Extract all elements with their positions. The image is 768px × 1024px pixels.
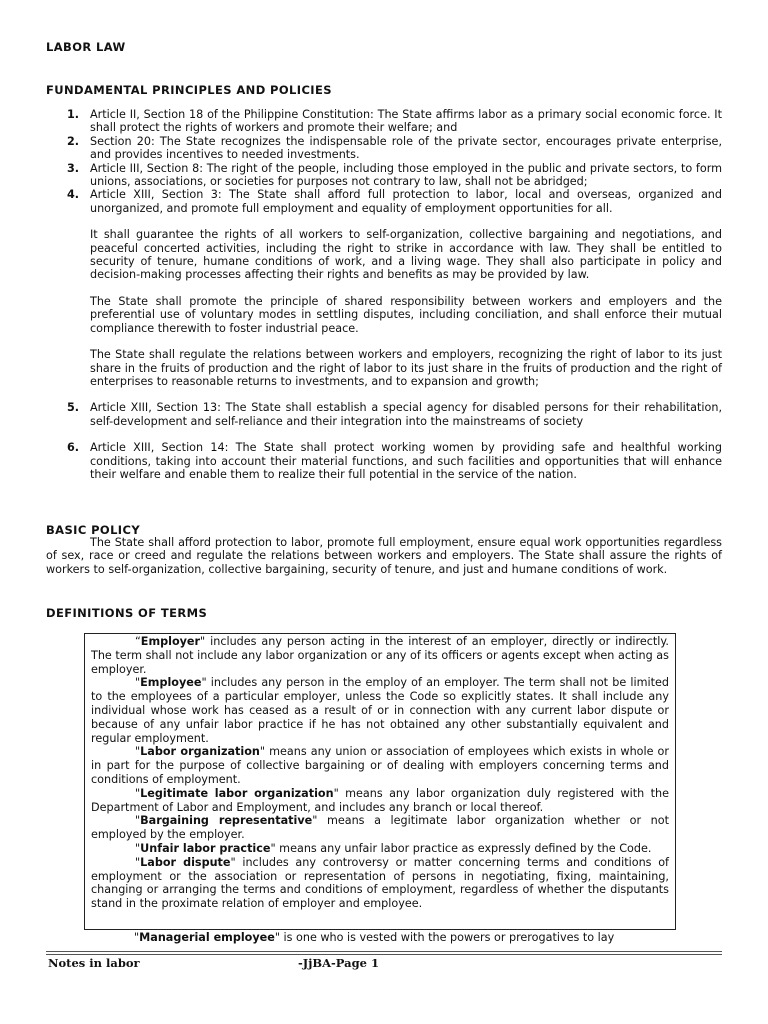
paragraph-text: The State shall promote the principle of shared responsibility between workers and employers and the preferential use of voluntary modes in settling disputes, including conciliation, and shall enforce their mutual compliance therewith to foster industrial peace.: [90, 294, 722, 335]
definition-item: "Labor organization" means any union or association of employees which exists in whole or in part for the purpose of collective bargaining or of dealing with employers concerning terms and conditions of employment.: [91, 745, 669, 786]
definition-text: includes any person acting in the interest of an employer, directly or indirectly. The term shall not include any labor organization or any of its officers or agents except when acting as employer.: [91, 635, 669, 676]
definition-text: means a legitimate labor organization whether or not employed by the employer.: [91, 814, 669, 842]
definition-text: includes any controversy or matter concerning terms and conditions of employment or the association or representation of persons in negotiating, fixing, maintaining, changing or arranging the terms and conditions of employment, regardless of whether the disputants stand in the proximate relation of employer and employee.: [91, 855, 669, 911]
paragraph: [46, 295, 722, 335]
paragraph: [46, 348, 722, 388]
list-item: [46, 108, 722, 135]
definition-item: "Legitimate labor organization" means any labor organization duly registered with the Department of Labor and Employment, and includes any branch or local thereof.: [91, 786, 669, 814]
footer-page-number: -JjBA-Page 1: [298, 956, 379, 970]
definition-term: Unfair labor practice: [140, 841, 271, 855]
list-number: 3.: [67, 161, 80, 175]
list-number: 1.: [67, 108, 80, 121]
definition-term: Managerial employee: [139, 931, 275, 944]
definition-term: Labor dispute: [140, 855, 231, 869]
definition-term: Legitimate labor organization: [140, 786, 334, 800]
list-item-text: Section 20: The State recognizes the indispensable role of the private sector, encourages private enterprise, and provides incentives to needed investments.: [90, 134, 722, 162]
list-item-text: Article XIII, Section 3: The State shall afford full protection to labor, local and overseas, organized and unorganized, and promote full employment and equality of employment opportunities for all.: [90, 188, 722, 215]
list-item-text: Article XIII, Section 13: The State shall establish a special agency for disabled persons for their rehabilitation, self-development and self-reliance and their integration into the mainstreams of society: [90, 401, 722, 428]
definition-item: "Unfair labor practice" means any unfair labor practice as expressly defined by the Code.: [135, 841, 652, 855]
principles-list: [46, 108, 722, 481]
list-number: 2.: [67, 134, 80, 148]
list-item: [46, 441, 722, 481]
list-item: [46, 401, 722, 428]
section-heading-basic-policy: BASIC POLICY: [46, 523, 141, 537]
footer-divider: [46, 951, 722, 955]
definition-text: includes any person in the employ of an employer. The term shall not be limited to the employees of a particular employer, unless the Code so explicitly states. It shall include any individual whose work has ceased as a result of or in connection with any current labor dispute or because of any unfair labor practice if he has not obtained any other substantially equivalent and regular employment.: [91, 676, 669, 745]
definition-text: means any labor organization duly registered with the Department of Labor and Employment, and includes any branch or local thereof.: [91, 786, 669, 814]
definition-item: "Bargaining representative" means a legitimate labor organization whether or not employed by the employer.: [91, 814, 669, 842]
list-number: 5.: [67, 401, 80, 415]
list-number: 6.: [67, 441, 80, 455]
definition-text: is one who is vested with the powers or prerogatives to lay: [279, 931, 615, 944]
definition-item: “Employer" includes any person acting in the interest of an employer, directly or indirectly. The term shall not include any labor organization or any of its officers or agents except when acting as employer.: [91, 635, 669, 676]
definition-term: Bargaining representative: [140, 814, 313, 828]
definition-item: "Managerial employee" is one who is vested with the powers or prerogatives to lay: [134, 931, 615, 944]
definition-term: Employer: [140, 635, 201, 648]
definition-text: means any unfair labor practice as expressly defined by the Code.: [275, 841, 652, 855]
list-item: [46, 135, 722, 162]
list-item-text: Article II, Section 18 of the Philippine Constitution: The State affirms labor as a primary social economic force. It shall protect the rights of workers and promote their welfare; and: [90, 108, 722, 135]
definition-text: means any union or association of employees which exists in whole or in part for the purpose of collective bargaining or of dealing with employers concerning terms and conditions of employment.: [91, 745, 669, 786]
section-heading-definitions: DEFINITIONS OF TERMS: [46, 606, 208, 620]
list-item-text: Article III, Section 8: The right of the people, including those employed in the public and private sectors, to form unions, associations, or societies for purposes not contrary to law, shall not be abridged;: [90, 161, 722, 189]
list-number: 4.: [67, 188, 80, 202]
definition-term: Employee: [140, 676, 202, 690]
definition-term: Labor organization: [140, 745, 260, 759]
definitions-box: [84, 633, 676, 944]
section-heading-principles: FUNDAMENTAL PRINCIPLES AND POLICIES: [46, 83, 332, 97]
list-item: [46, 162, 722, 189]
document-title: LABOR LAW: [46, 40, 126, 54]
list-item: [46, 188, 722, 215]
definition-item: "Labor dispute" includes any controversy or matter concerning terms and conditions of employment or the association or representation of persons in negotiating, fixing, maintaining, changing or arranging the terms and conditions of employment, regardless of whether the disputants stand in the proximate relation of employer and employee.: [91, 855, 669, 911]
paragraph-text: It shall guarantee the rights of all workers to self-organization, collective bargaining and negotiations, and peaceful concerted activities, including the right to strike in accordance with law. They shall be entitled to security of tenure, humane conditions of work, and a living wage. They shall also participate in policy and decision-making processes affecting their rights and benefits as may be provided by law.: [90, 228, 722, 282]
paragraph-text: The State shall regulate the relations between workers and employers, recognizing the right of labor to its just share in the fruits of production and the right of labor to its just share in the fruits of production and the right of enterprises to reasonable returns to investments, and to expansion and growth;: [90, 348, 722, 388]
list-item-text: Article XIII, Section 14: The State shall protect working women by providing safe and healthful working conditions, taking into account their material functions, and such facilities and opportunities that will enhance their welfare and enable them to realize their full potential in the service of the nation.: [90, 441, 722, 481]
definition-row-partial: [84, 929, 676, 946]
basic-policy: [46, 536, 722, 576]
definition-item: "Employee" includes any person in the employ of an employer. The term shall not be limited to the employees of a particular employer, unless the Code so explicitly states. It shall include any individual whose work has ceased as a result of or in connection with any current labor dispute or because of any unfair labor practice if he has not obtained any other substantially equivalent and regular employment.: [91, 676, 669, 745]
footer-left: Notes in labor: [48, 956, 140, 970]
paragraph: [46, 228, 722, 282]
basic-policy-text: The State shall afford protection to labor, promote full employment, ensure equal work opportunities regardless of sex, race or creed and regulate the relations between workers and employers. The State shall assure the rights of workers to self-organization, collective bargaining, security of tenure, and just and humane conditions of work.: [46, 536, 722, 576]
